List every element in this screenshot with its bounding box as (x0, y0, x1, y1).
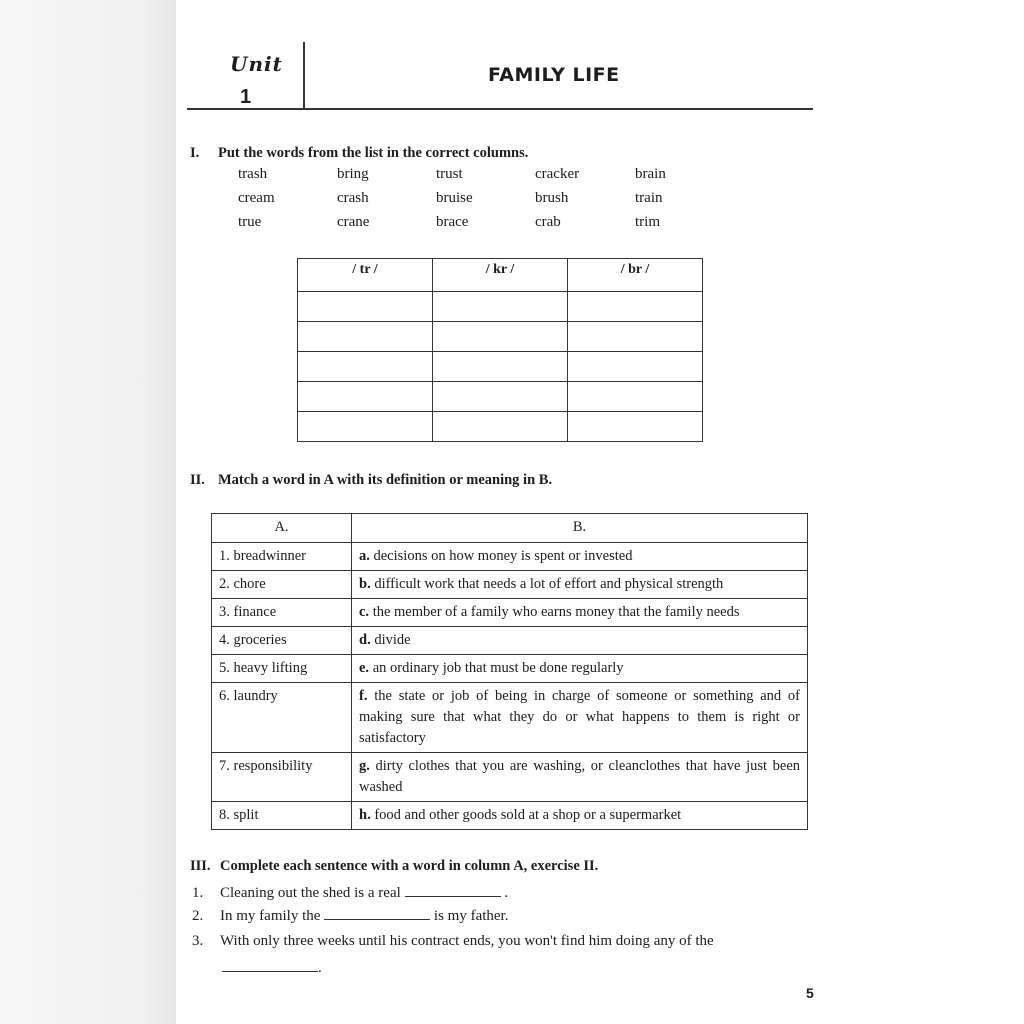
word: true (238, 214, 262, 230)
header-divider-vertical (303, 42, 305, 110)
sentence-text-after: . (504, 885, 509, 901)
answer-cell[interactable] (298, 292, 433, 322)
word: crab (535, 214, 561, 230)
table-row (212, 802, 808, 830)
word: train (635, 190, 663, 206)
term-number: 3. (219, 604, 230, 620)
answer-cell[interactable] (298, 322, 433, 352)
sentence-number: 2. (192, 908, 204, 924)
table-row (212, 571, 808, 599)
answer-blank[interactable] (222, 957, 318, 972)
definition-letter: h. (359, 807, 371, 823)
column-header-tr: / tr / (298, 259, 433, 292)
word: brush (535, 190, 569, 206)
sentence-text-before: With only three weeks until his contract ends, you won't find him doing any of the (220, 933, 714, 949)
sentence-text-before: In my family the (220, 908, 321, 924)
table-row (212, 599, 808, 627)
definition: food and other goods sold at a shop or a supermarket (374, 807, 682, 823)
page-number: 5 (806, 985, 814, 1001)
answer-cell[interactable] (568, 382, 703, 412)
answer-cell[interactable] (298, 352, 433, 382)
definition-cell (352, 683, 808, 753)
term-cell (212, 599, 352, 627)
definition: decisions on how money is spent or invested (373, 548, 633, 564)
column-header-br: / br / (568, 259, 703, 292)
section-2-number: II. (190, 472, 205, 488)
term-cell (212, 802, 352, 830)
definition-cell (352, 571, 808, 599)
answer-cell[interactable] (568, 292, 703, 322)
term-cell (212, 627, 352, 655)
section-2-instruction: Match a word in A with its definition or meaning in B. (218, 472, 553, 488)
definition: the member of a family who earns money that the family needs (372, 604, 740, 620)
section-1-heading (190, 145, 528, 162)
term: responsibility (233, 758, 313, 774)
definition-cell (352, 655, 808, 683)
word: trash (238, 166, 268, 182)
table-row (212, 543, 808, 571)
definition: the state or job of being in charge of someone or something and of making sure that what they do or what happens to them is right or satisfactory (359, 688, 801, 746)
sentence-text-after: . (318, 960, 322, 976)
header-divider-horizontal (187, 108, 813, 110)
word: brain (635, 166, 666, 182)
definition-cell (352, 753, 808, 802)
word: cracker (535, 166, 580, 182)
answer-cell[interactable] (568, 412, 703, 442)
definition: an ordinary job that must be done regularly (372, 660, 624, 676)
term-cell (212, 753, 352, 802)
column-b-header: B. (352, 514, 808, 543)
section-3-instruction: Complete each sentence with a word in column A, exercise II. (220, 858, 599, 874)
column-a-header: A. (212, 514, 352, 543)
section-3-number: III. (190, 858, 211, 874)
definition-letter: c. (359, 604, 370, 620)
table-row (212, 753, 808, 802)
definition-cell (352, 627, 808, 655)
definition-cell (352, 599, 808, 627)
section-3-heading (190, 858, 598, 875)
term-number: 8. (219, 807, 230, 823)
term-cell (212, 571, 352, 599)
answer-cell[interactable] (298, 412, 433, 442)
term: chore (233, 576, 266, 592)
word: cream (238, 190, 275, 206)
column-header-kr: / kr / (433, 259, 568, 292)
answer-cell[interactable] (568, 322, 703, 352)
term-cell (212, 543, 352, 571)
term-cell (212, 655, 352, 683)
definition-letter: a. (359, 548, 370, 564)
answer-cell[interactable] (433, 352, 568, 382)
unit-label: Unit (230, 52, 283, 76)
sentence-text-after: is my father. (433, 908, 509, 924)
sound-columns-table (297, 258, 703, 442)
sentence-number: 1. (192, 885, 204, 901)
term-number: 2. (219, 576, 230, 592)
answer-cell[interactable] (433, 322, 568, 352)
word: trim (635, 214, 660, 230)
term: laundry (233, 688, 278, 704)
definition-letter: e. (359, 660, 370, 676)
term-number: 1. (219, 548, 230, 564)
term: breadwinner (233, 548, 306, 564)
word: crash (337, 190, 369, 206)
definition-letter: g. (359, 758, 370, 774)
term-number: 4. (219, 632, 230, 648)
section-1-instruction: Put the words from the list in the correct columns. (218, 145, 529, 161)
sentence-3 (192, 928, 822, 982)
term-number: 7. (219, 758, 230, 774)
definition-cell (352, 543, 808, 571)
sentence-number: 3. (192, 933, 204, 949)
answer-cell[interactable] (433, 292, 568, 322)
definition-letter: d. (359, 632, 371, 648)
word-list (238, 166, 715, 238)
term-cell (212, 683, 352, 753)
definition-cell (352, 802, 808, 830)
answer-cell[interactable] (433, 412, 568, 442)
term: finance (233, 604, 277, 620)
unit-number: 1 (240, 86, 252, 108)
term: split (233, 807, 259, 823)
sentence-2 (192, 905, 822, 925)
answer-blank[interactable] (324, 905, 430, 920)
table-row (212, 655, 808, 683)
definition-letter: f. (359, 688, 368, 704)
term-number: 6. (219, 688, 230, 704)
section-1-number: I. (190, 145, 200, 161)
sentence-text-before: Cleaning out the shed is a real (220, 885, 401, 901)
word: trust (436, 166, 463, 182)
definition: divide (374, 632, 411, 648)
term-number: 5. (219, 660, 230, 676)
term: heavy lifting (233, 660, 308, 676)
matching-table (211, 513, 808, 830)
sentence-1 (192, 882, 822, 902)
section-2-heading (190, 472, 552, 489)
definition: difficult work that needs a lot of effort and physical strength (374, 576, 724, 592)
table-row (212, 627, 808, 655)
term: groceries (233, 632, 287, 648)
word: brace (436, 214, 469, 230)
unit-title: FAMILY LIFE (488, 64, 620, 86)
answer-cell[interactable] (433, 382, 568, 412)
answer-blank[interactable] (405, 882, 501, 897)
definition-letter: b. (359, 576, 371, 592)
answer-cell[interactable] (298, 382, 433, 412)
word: bring (337, 166, 369, 182)
definition: dirty clothes that you are washing, or cleanclothes that have just been washed (359, 758, 801, 795)
answer-cell[interactable] (568, 352, 703, 382)
word: crane (337, 214, 370, 230)
word: bruise (436, 190, 473, 206)
page-gutter (0, 0, 176, 1024)
table-row (212, 683, 808, 753)
